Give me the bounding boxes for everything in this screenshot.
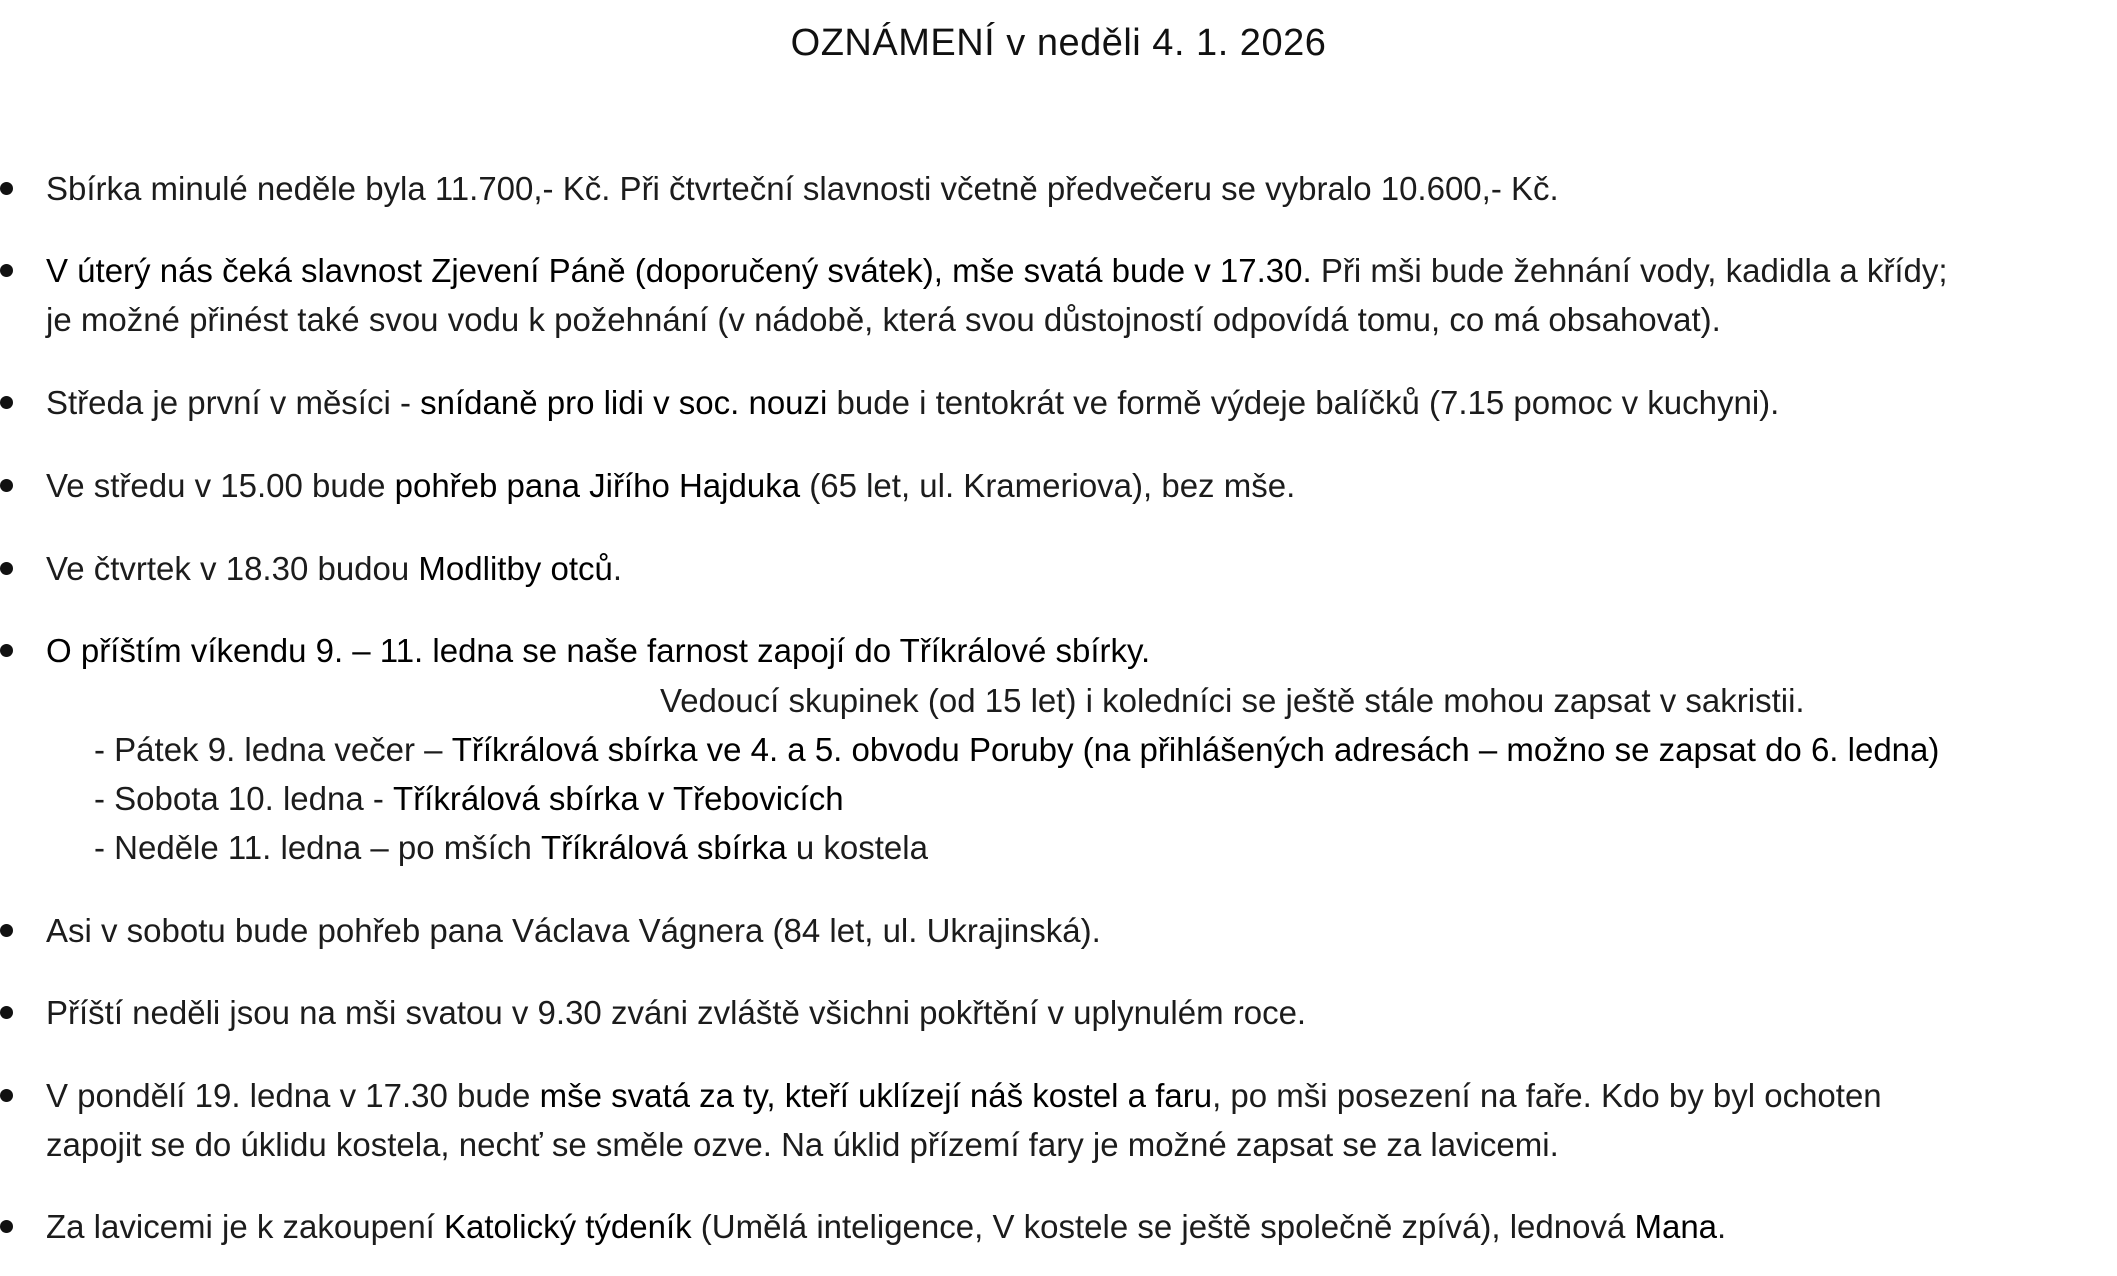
bullet-icon — [0, 644, 13, 657]
item-bold-text: V úterý nás čeká slavnost Zjevení Páně (doporučený svátek), mše svatá bude v 17.30. — [46, 252, 1312, 289]
item-text-part: V pondělí 19. ledna v 17.30 bude — [46, 1077, 540, 1114]
item-text: Sbírka minulé neděle byla 11.700,- Kč. Při čtvrteční slavnosti včetně předvečeru se vybralo 10.600,- Kč. — [46, 170, 1559, 207]
bullet-icon — [0, 1220, 13, 1233]
sub-item — [94, 774, 844, 823]
item-text-part: Ve čtvrtek v 18.30 budou — [46, 550, 419, 587]
sub-item-text: - Sobota 10. ledna - — [94, 780, 394, 817]
item-bold-text: Katolický týdeník — [444, 1208, 692, 1245]
item-text-line2: je možné přinést také svou vodu k požehnání (v nádobě, která svou důstojností odpovídá tomu, co má obsahovat). — [46, 301, 1721, 338]
item-text-part: , po mši posezení na faře. Kdo by byl ochoten — [1212, 1077, 1882, 1114]
item-text — [46, 246, 1948, 295]
bullet-icon — [0, 924, 13, 937]
item-text — [46, 1071, 1882, 1120]
item-text-part: . — [1717, 1208, 1727, 1245]
bullet-icon — [0, 479, 13, 492]
item-text: Asi v sobotu bude pohřeb pana Václava Vágnera (84 let, ul. Ukrajinská). — [46, 912, 1101, 949]
sub-item — [94, 823, 928, 872]
item-text-part: bude i tentokrát ve formě výdeje balíčků (7.15 pomoc v kuchyni). — [827, 384, 1780, 421]
sub-item-bold-text: Tříkrálová sbírka ve 4. a 5. obvodu Poruby (na přihlášených adresách – možno se zapsat do 6. ledna) — [451, 731, 1940, 768]
item-bold-text: Mana — [1634, 1208, 1718, 1245]
bullet-icon — [0, 182, 13, 195]
bullet-icon — [0, 396, 13, 409]
item-text-part: Ve středu v 15.00 bude — [46, 467, 395, 504]
item-text — [46, 1202, 1726, 1251]
item-text-part: Při mši bude žehnání vody, kadidla a křídy; — [1311, 252, 1948, 289]
sub-item-bold-text: Tříkrálová sbírka — [540, 829, 787, 866]
item-text-part: . — [612, 550, 623, 587]
item-text-part: (65 let, ul. Krameriova), bez mše. — [800, 467, 1296, 504]
item-text-part: Středa je první v měsíci - — [46, 384, 421, 421]
bullet-icon — [0, 562, 13, 575]
item-bold-text: snídaně pro lidi v soc. nouzi — [420, 384, 828, 421]
item-text-line2: zapojit se do úklidu kostela, nechť se směle ozve. Na úklid přízemí fary je možné zapsat se za lavicemi. — [46, 1126, 1559, 1163]
sub-item-text: u kostela — [786, 829, 928, 866]
sub-item — [94, 725, 1939, 774]
item-text-part: Za lavicemi je k zakoupení — [46, 1208, 445, 1245]
item-text — [46, 626, 1150, 675]
sub-item-text: - Pátek 9. ledna večer – — [94, 731, 452, 768]
item-note: Vedoucí skupinek (od 15 let) i koledníci se ještě stále mohou zapsat v sakristii. — [660, 682, 1805, 719]
bullet-icon — [0, 264, 13, 277]
item-text-part: (Umělá inteligence, V kostele se ještě společně zpívá), lednová — [691, 1208, 1635, 1245]
item-text: Příští neděli jsou na mši svatou v 9.30 zváni zvláště všichni pokřtění v uplynulém roce. — [46, 994, 1307, 1031]
item-text — [46, 378, 1779, 427]
item-text — [46, 461, 1295, 510]
sub-item-bold-text: Tříkrálová sbírka v Třebovicích — [393, 780, 844, 817]
item-bold-text: mše svatá za ty, kteří uklízejí náš kostel a faru — [539, 1077, 1213, 1114]
item-bold-text: pohřeb pana Jiřího Hajduka — [394, 467, 801, 504]
bullet-icon — [0, 1006, 13, 1019]
sub-item-text: - Neděle 11. ledna – po mších — [94, 829, 541, 866]
bullet-icon — [0, 1089, 13, 1102]
page-title: OZNÁMENÍ v neděli 4. 1. 2026 — [790, 22, 1327, 64]
item-text — [46, 544, 622, 593]
item-bold-text: O příštím víkendu 9. – 11. ledna se naše farnost zapojí do Tříkrálové sbírky. — [46, 632, 1151, 669]
item-bold-text: Modlitby otců — [418, 550, 613, 587]
